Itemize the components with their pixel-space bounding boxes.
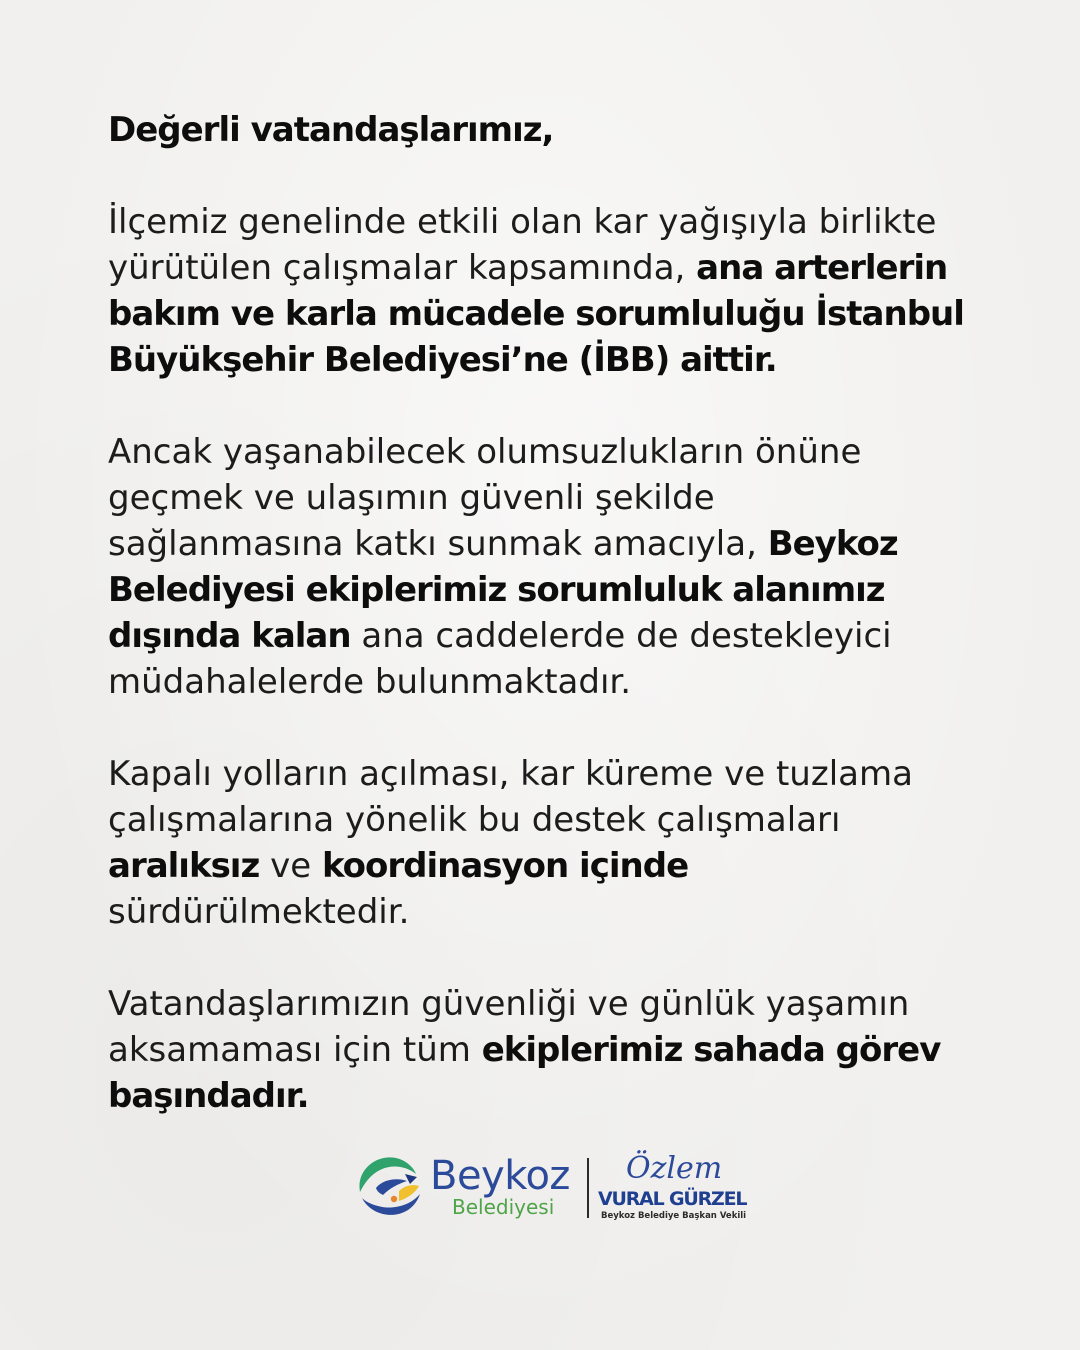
letter-body xyxy=(108,107,964,1119)
paragraph-support xyxy=(108,429,964,705)
paragraph-line xyxy=(108,429,964,475)
paragraph-line xyxy=(108,291,964,337)
paragraph-line xyxy=(108,843,964,889)
paragraph-line xyxy=(108,1027,964,1073)
paragraph-line xyxy=(108,475,964,521)
paragraph-line xyxy=(108,521,964,567)
paragraph-line xyxy=(108,659,964,705)
paragraph-line xyxy=(108,337,964,383)
paragraph-line xyxy=(108,199,964,245)
regular-text: Kapalı yolların açılması, kar küreme ve tuzlama xyxy=(108,754,913,794)
regular-text: ve xyxy=(270,846,312,886)
paragraph-closing xyxy=(108,981,964,1119)
paragraph-line xyxy=(108,751,964,797)
regular-text: aksamaması için tüm xyxy=(108,1030,471,1070)
regular-text: ana caddelerde de destekleyici xyxy=(361,616,892,656)
beykoz-emblem-icon xyxy=(352,1150,424,1222)
paragraph-line xyxy=(108,797,964,843)
bold-text: koordinasyon içinde xyxy=(321,846,689,886)
greeting xyxy=(108,107,964,153)
regular-text: İlçemiz genelinde etkili olan kar yağışıyla birlikte xyxy=(108,202,937,242)
paragraph-line xyxy=(108,889,964,935)
regular-text: Vatandaşlarımızın güvenliği ve günlük yaşamın xyxy=(108,984,910,1024)
regular-text: sürdürülmektedir. xyxy=(108,892,410,932)
paragraph-line xyxy=(108,981,964,1027)
logo-divider xyxy=(587,1158,589,1218)
brand-subtitle: Belediyesi xyxy=(452,1195,555,1219)
paragraph-responsibility xyxy=(108,199,964,383)
bold-text: ana arterlerin xyxy=(696,248,948,288)
regular-text: sağlanmasına katkı sunmak amacıyla, xyxy=(108,524,757,564)
signature-title: Beykoz Belediye Başkan Vekili xyxy=(601,1211,747,1221)
bold-text: ekiplerimiz sahada görev xyxy=(481,1030,941,1070)
regular-text: yürütülen çalışmalar kapsamında, xyxy=(108,248,686,288)
regular-text: geçmek ve ulaşımın güvenli şekilde xyxy=(108,478,715,518)
bold-text: Beykoz xyxy=(767,524,898,564)
paragraph-operations xyxy=(108,751,964,935)
paragraph-line xyxy=(108,567,964,613)
regular-text: çalışmalarına yönelik bu destek çalışmaları xyxy=(108,800,841,840)
signature-name: VURAL GÜRZEL xyxy=(598,1188,747,1210)
regular-text: Ancak yaşanabilecek olumsuzlukların önüne xyxy=(108,432,862,472)
bold-text: Belediyesi ekiplerimiz sorumluluk alanımız xyxy=(108,570,885,610)
bold-text: aralıksız xyxy=(108,846,260,886)
brand-name: Beykoz xyxy=(430,1153,570,1199)
paragraph-line xyxy=(108,245,964,291)
bold-text: bakım ve karla mücadele sorumluluğu İstanbul xyxy=(108,294,964,334)
regular-text: müdahalelerde bulunmaktadır. xyxy=(108,662,632,702)
signature-first-name: Özlem xyxy=(626,1151,723,1186)
greeting-text: Değerli vatandaşlarımız, xyxy=(108,110,554,150)
paragraph-line xyxy=(108,613,964,659)
bold-text: dışında kalan xyxy=(108,616,351,656)
bold-text: Büyükşehir Belediyesi’ne (İBB) aittir. xyxy=(108,340,777,380)
paragraph-line xyxy=(108,1073,964,1119)
bold-text: başındadır. xyxy=(108,1076,309,1116)
